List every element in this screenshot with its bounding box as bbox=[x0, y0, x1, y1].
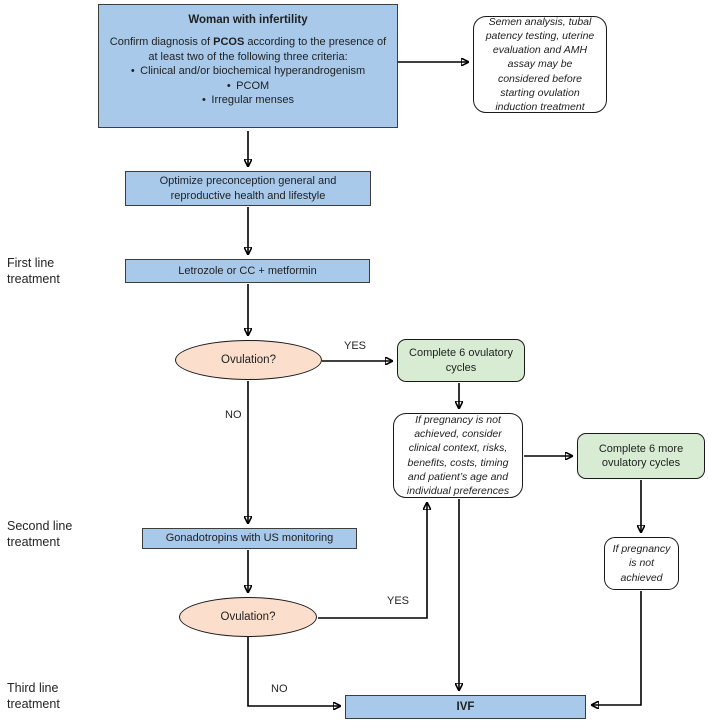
optimize-preconception-box: Optimize preconception general and reproductive health and lifestyle bbox=[125, 171, 371, 206]
criteria-bullet-3: • Irregular menses bbox=[107, 93, 389, 108]
start-box bbox=[98, 4, 398, 128]
arrow-ifpregnancy-to-ivf bbox=[592, 591, 641, 705]
ovulation1-decision: Ovulation? bbox=[175, 340, 322, 380]
semen-analysis-note: Semen analysis, tubal patency testing, uterine evaluation and AMH assay may be considered before starting ovulation induction treatment bbox=[473, 16, 607, 113]
no2-edge-label: NO bbox=[271, 683, 288, 695]
complete-6-more-cycles-box: Complete 6 more ovulatory cycles bbox=[577, 433, 705, 479]
start-body-post: according to the presence of at least two of the following three criteria: bbox=[148, 36, 387, 63]
if-pregnancy-not-achieved-note: If pregnancy is not achieved bbox=[604, 537, 679, 590]
arrow-ovulation2-yes-to-consider bbox=[318, 503, 427, 618]
ivf-box: IVF bbox=[345, 695, 586, 719]
start-body-pcos: PCOS bbox=[213, 36, 245, 48]
third-line-treatment-label: Third line treatment bbox=[7, 681, 60, 712]
arrow-ovulation2-no-to-ivf bbox=[248, 637, 340, 706]
gonadotropins-box: Gonadotropins with US monitoring bbox=[142, 528, 357, 549]
consider-context-note: If pregnancy is not achieved, consider clinical context, risks, benefits, costs, timing and patient’s age and individual preferences bbox=[393, 413, 523, 498]
complete-6-cycles-box: Complete 6 ovulatory cycles bbox=[397, 339, 525, 382]
start-body-pre: Confirm diagnosis of bbox=[109, 36, 214, 48]
start-box-body bbox=[107, 35, 389, 108]
criteria-bullet-2: • PCOM bbox=[107, 79, 389, 94]
start-box-title: Woman with infertility bbox=[188, 14, 308, 26]
first-line-treatment-label: First line treatment bbox=[7, 256, 60, 287]
letrozole-box: Letrozole or CC + metformin bbox=[125, 259, 370, 283]
no1-edge-label: NO bbox=[225, 409, 242, 421]
criteria-bullet-1: • Clinical and/or biochemical hyperandrogenism bbox=[107, 64, 389, 79]
yes1-edge-label: YES bbox=[344, 340, 367, 352]
yes2-edge-label: YES bbox=[387, 595, 410, 607]
ovulation2-decision: Ovulation? bbox=[179, 597, 317, 637]
second-line-treatment-label: Second line treatment bbox=[7, 519, 73, 550]
